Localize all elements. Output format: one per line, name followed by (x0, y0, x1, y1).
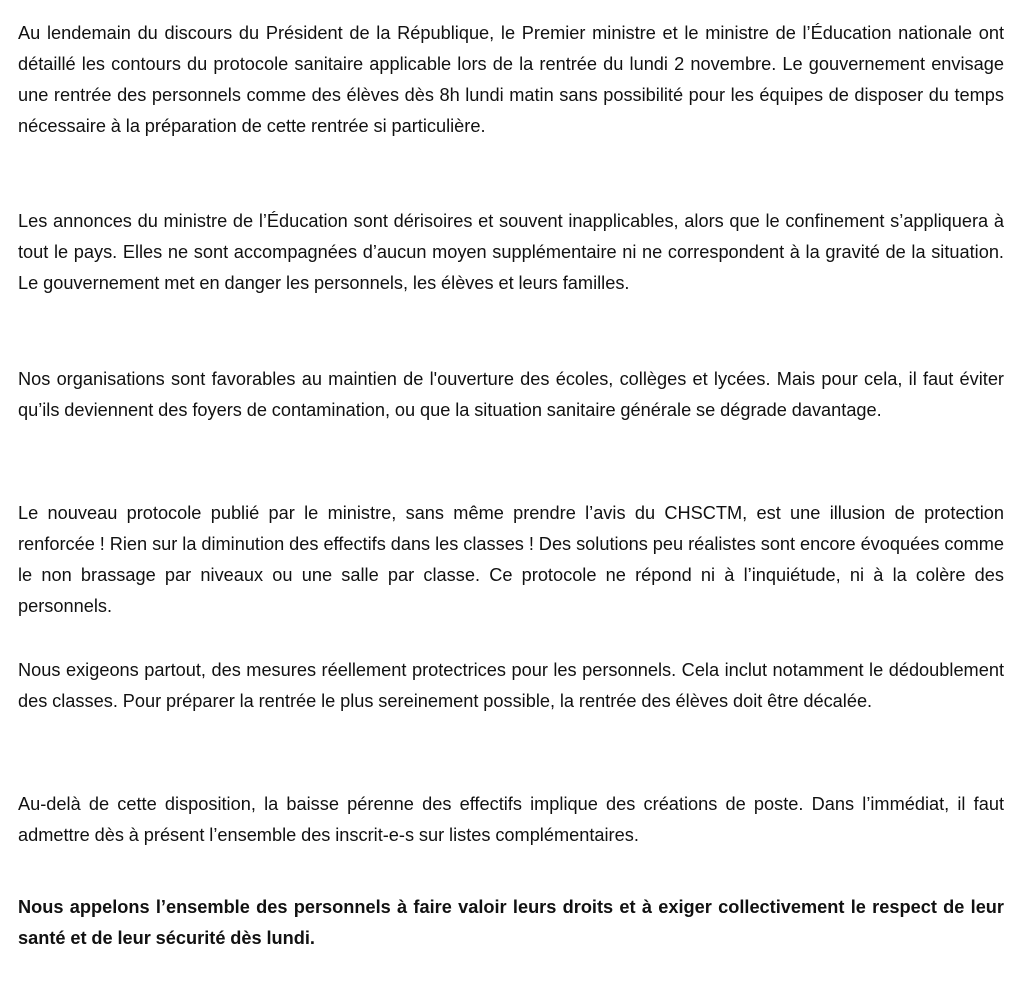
paragraph-announcements: Les annonces du ministre de l’Éducation sont dérisoires et souvent inapplicables, alors que le confinement s’appliquera à tout le pays. Elles ne sont accompagnées d’aucun moyen supplémentaire ni ne correspondent à la gravité de la situation. Le gouvernement met en danger les personnels, les élèves et leurs familles. (18, 211, 1004, 293)
paragraph-staffing: Au-delà de cette disposition, la baisse pérenne des effectifs implique des créations de poste. Dans l’immédiat, il faut admettre dès à présent l’ensemble des inscrit-e-s sur listes complémentaires. (18, 794, 1004, 845)
paragraph-protocol: Le nouveau protocole publié par le ministre, sans même prendre l’avis du CHSCTM, est une illusion de protection renforcée ! Rien sur la diminution des effectifs dans les classes ! Des solutions peu réalistes sont encore évoquées comme le non brassage par niveaux ou une salle par classe. Ce protocole ne répond ni à l’inquiétude, ni à la colère des personnels. (18, 503, 1004, 616)
paragraph-demands: Nous exigeons partout, des mesures réellement protectrices pour les personnels. Cela inclut notamment le dédoublement des classes. Pour préparer la rentrée le plus sereinement possible, la rentrée des élèves doit être décalée. (18, 660, 1004, 711)
paragraph-call-to-action: Nous appelons l’ensemble des personnels à faire valoir leurs droits et à exiger collectivement le respect de leur santé et de leur sécurité dès lundi. (18, 897, 1004, 948)
paragraph-intro: Au lendemain du discours du Président de la République, le Premier ministre et le ministre de l’Éducation nationale ont détaillé les contours du protocole sanitaire applicable lors de la rentrée du lundi 2 novembre. Le gouvernement envisage une rentrée des personnels comme des élèves dès 8h lundi matin sans possibilité pour les équipes de disposer du temps nécessaire à la préparation de cette rentrée si particulière. (18, 23, 1004, 136)
paragraph-organisations: Nos organisations sont favorables au maintien de l'ouverture des écoles, collèges et lycées. Mais pour cela, il faut éviter qu’ils deviennent des foyers de contamination, ou que la situation sanitaire générale se dégrade davantage. (18, 369, 1004, 420)
